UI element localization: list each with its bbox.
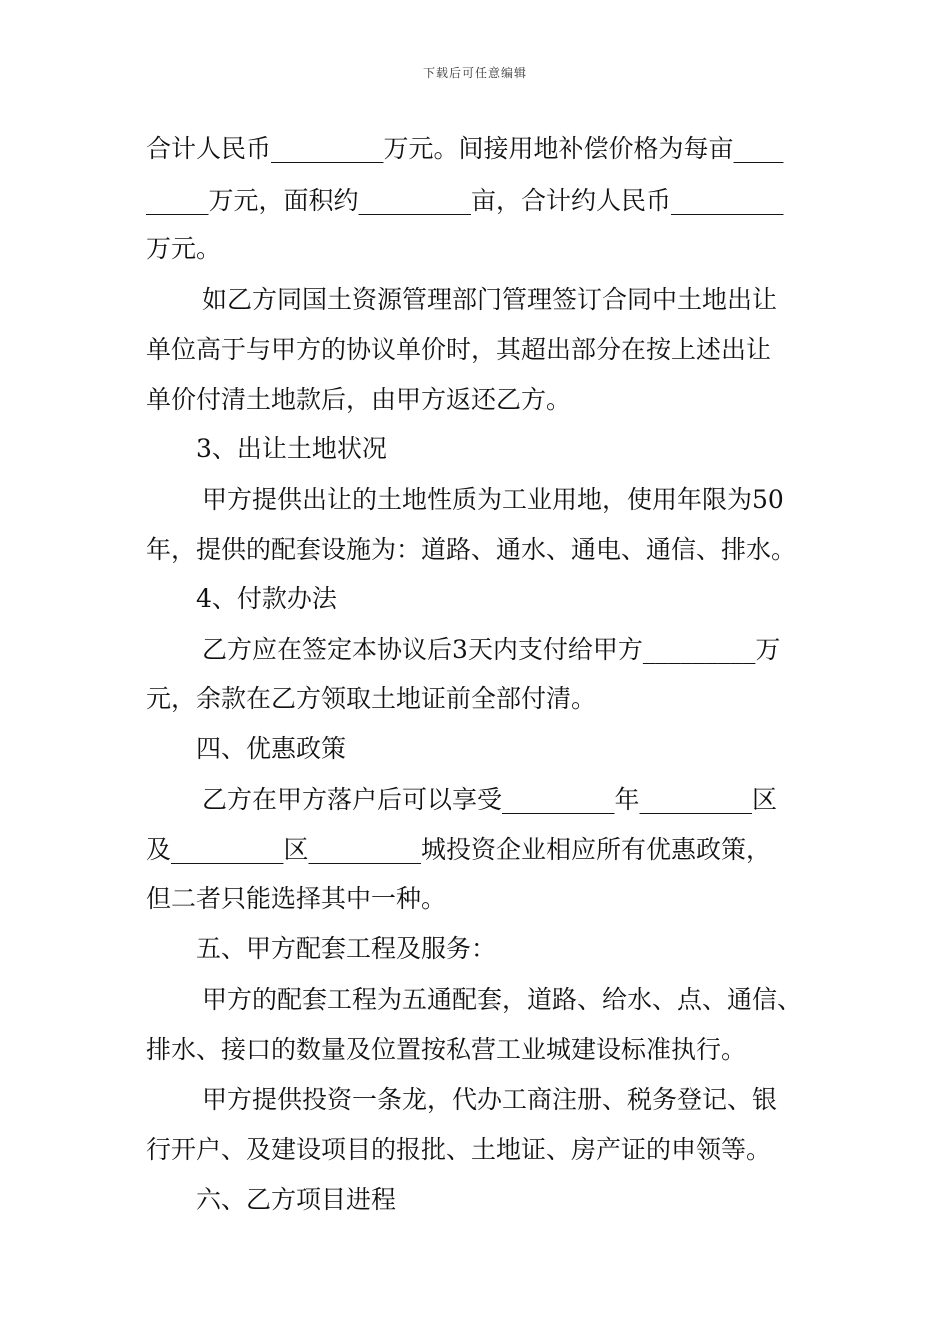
section-heading: 六、乙方项目进程 bbox=[196, 1185, 397, 1214]
text-line: 单价付清土地款后，由甲方返还乙方。 bbox=[146, 385, 572, 414]
text-line: 年，提供的配套设施为：道路、通水、通电、通信、排水。 bbox=[146, 535, 797, 564]
section-heading: 4、付款办法 bbox=[196, 584, 337, 613]
section-heading: 3、出让土地状况 bbox=[196, 434, 387, 463]
text-line: 甲方的配套工程为五通配套，道路、给水、点、通信、 bbox=[202, 985, 803, 1014]
section-heading: 五、甲方配套工程及服务： bbox=[196, 934, 497, 963]
text-line: 乙方应在签定本协议后3天内支付给甲方_________万 bbox=[202, 635, 781, 664]
text-line: 甲方提供投资一条龙，代办工商注册、税务登记、银 bbox=[202, 1085, 778, 1114]
page-header: 下载后可任意编辑 bbox=[422, 66, 527, 80]
text-line: _____万元，面积约_________亩，合计约人民币_________ bbox=[146, 186, 784, 215]
text-line: 合计人民币_________万元。间接用地补偿价格为每亩____ bbox=[146, 134, 784, 163]
section-heading: 四、优惠政策 bbox=[196, 734, 347, 763]
text-line: 如乙方同国土资源管理部门管理签订合同中土地出让 bbox=[202, 285, 778, 314]
text-line: 甲方提供出让的土地性质为工业用地，使用年限为50 bbox=[202, 485, 784, 514]
text-line: 乙方在甲方落户后可以享受_________年_________区 bbox=[202, 785, 778, 814]
text-line: 及_________区_________城投资企业相应所有优惠政策， bbox=[146, 835, 772, 864]
text-line: 但二者只能选择其中一种。 bbox=[146, 884, 447, 913]
text-line: 元，余款在乙方领取土地证前全部付清。 bbox=[146, 684, 597, 713]
text-line: 排水、接口的数量及位置按私营工业城建设标准执行。 bbox=[146, 1035, 747, 1064]
text-line: 单位高于与甲方的协议单价时，其超出部分在按上述出让 bbox=[146, 335, 772, 364]
text-line: 万元。 bbox=[146, 234, 222, 263]
text-line: 行开户、及建设项目的报批、土地证、房产证的申领等。 bbox=[146, 1135, 772, 1164]
